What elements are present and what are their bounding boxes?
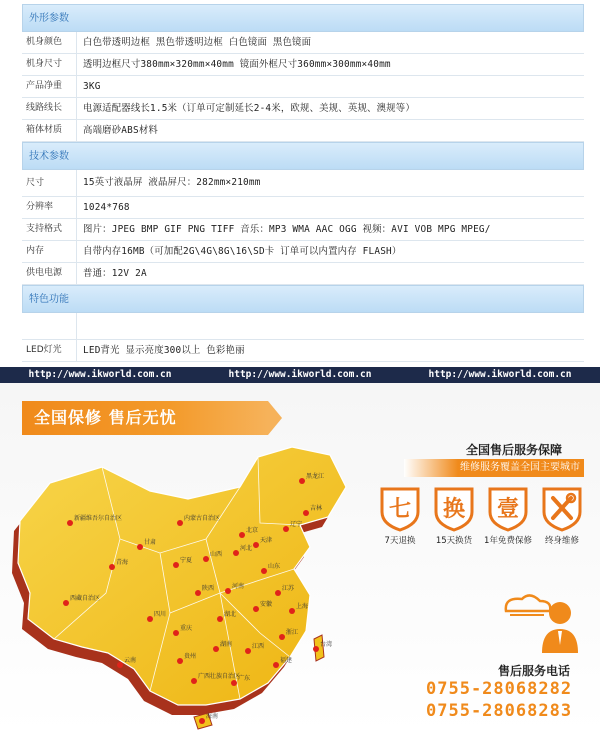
- province-label: 云南: [124, 657, 137, 664]
- province-label: 山西: [210, 551, 223, 558]
- province-label: 吉林: [310, 505, 323, 512]
- guarantee-subtitle: 维修服务覆盖全国主要城市: [404, 459, 584, 477]
- province-label: 广东: [238, 675, 251, 682]
- city-dot: [299, 478, 305, 484]
- province-label: 陕西: [202, 585, 215, 592]
- tools-icon: [541, 486, 583, 532]
- spec-key: 产品净重: [22, 76, 77, 97]
- url-text: http://www.ikworld.com.cn: [228, 369, 372, 380]
- spec-row: [22, 54, 584, 76]
- province-label: 河南: [232, 583, 245, 590]
- province-label: 广西壮族自治区: [198, 673, 241, 680]
- spec-key: 分辨率: [22, 197, 77, 218]
- phone-number: 0755-28068283: [426, 701, 573, 721]
- spec-row: [22, 76, 584, 98]
- guarantee-title: 全国售后服务保障: [466, 443, 563, 457]
- phone-title: 售后服务电话: [498, 664, 571, 678]
- service-section: [0, 383, 600, 734]
- province-label: 宁夏: [180, 557, 193, 564]
- section-header-appearance: 外形参数: [22, 4, 584, 32]
- spec-value: 3KG: [83, 81, 101, 92]
- province-label: 福建: [280, 657, 293, 664]
- city-dot: [191, 678, 197, 684]
- map-mainland: [18, 447, 346, 705]
- badge-15day-exchange: [430, 486, 478, 546]
- spec-key: 尺寸: [22, 170, 77, 196]
- city-dot: [253, 542, 259, 548]
- customer-service-agent-icon: [500, 593, 584, 655]
- province-label: 甘肃: [144, 539, 157, 546]
- province-label: 重庆: [180, 625, 193, 632]
- url-band: [0, 367, 600, 383]
- spec-key: 机身颜色: [22, 32, 77, 53]
- spec-value: 电源适配器线长1.5米（订单可定制延长2-4米，欧规、美规、英规、澳规等）: [83, 103, 415, 114]
- province-label: 湖南: [220, 641, 233, 648]
- spec-value: 15英寸液晶屏 液晶屏尺：282mm×210mm: [83, 177, 261, 188]
- spec-row: [22, 170, 584, 197]
- badge-lifetime-repair: [538, 486, 586, 546]
- badge-caption: 15天换货: [435, 536, 473, 546]
- province-label: 贵州: [184, 653, 197, 660]
- spec-value: 高端磨砂ABS材料: [83, 125, 158, 136]
- city-dot: [117, 662, 123, 668]
- spec-value: 自带内存16MB（可加配2G\4G\8G\16\SD卡 订单可以内置内存 FLASH）: [83, 246, 402, 257]
- province-label: 河北: [240, 545, 253, 552]
- feature-rows: [22, 313, 584, 362]
- province-label: 海南: [206, 713, 219, 720]
- spec-table: [22, 4, 584, 362]
- spec-value: 透明边框尺寸380mm×320mm×40mm 镜面外框尺寸360mm×300mm×40mm: [83, 59, 391, 70]
- china-map: [10, 443, 370, 733]
- city-dot: [289, 608, 295, 614]
- badge-char: 换: [442, 497, 465, 522]
- spec-row: [22, 263, 584, 285]
- spec-value: 普通：12V 2A: [83, 268, 147, 279]
- shield-icon: [379, 486, 421, 532]
- phone-number: 0755-28068282: [426, 679, 573, 699]
- badge-caption: 1年免费保修: [484, 536, 532, 546]
- section-header-tech: 技术参数: [22, 142, 584, 170]
- province-label: 台湾: [320, 641, 333, 648]
- city-dot: [239, 532, 245, 538]
- badge-caption: 终身维修: [544, 536, 579, 546]
- spec-key: [22, 313, 77, 339]
- province-label: 新疆维吾尔自治区: [74, 515, 123, 522]
- shield-icon: [487, 486, 529, 532]
- spec-row: [22, 241, 584, 263]
- badge-caption: 7天退换: [384, 536, 416, 546]
- city-dot: [173, 630, 179, 636]
- city-dot: [109, 564, 115, 570]
- province-label: 西藏自治区: [70, 595, 101, 602]
- spec-value: 白色带透明边框 黑色带透明边框 白色镜面 黑色镜面: [83, 37, 312, 48]
- spec-key: 线路线长: [22, 98, 77, 119]
- province-label: 青海: [116, 559, 129, 566]
- service-banner: 全国保修 售后无忧: [22, 401, 268, 435]
- city-dot: [313, 646, 319, 652]
- spec-key: 内存: [22, 241, 77, 262]
- city-dot: [275, 590, 281, 596]
- province-label: 安徽: [260, 601, 273, 608]
- spec-row: [22, 98, 584, 120]
- badge-1year-warranty: [484, 486, 532, 546]
- city-dot: [261, 568, 267, 574]
- province-label: 四川: [154, 611, 167, 618]
- province-label: 内蒙古自治区: [184, 515, 221, 522]
- city-dot: [177, 658, 183, 664]
- city-dot: [203, 556, 209, 562]
- city-dot: [303, 510, 309, 516]
- spec-row: [22, 197, 584, 219]
- badge-char: 壹: [496, 497, 519, 522]
- spec-value: 1024*768: [83, 202, 130, 213]
- spec-key: 箱体材质: [22, 120, 77, 141]
- province-label: 上海: [296, 603, 309, 610]
- province-label: 辽宁: [290, 521, 303, 528]
- spec-row: [22, 313, 584, 340]
- spec-value: 图片：JPEG BMP GIF PNG TIFF 音乐：MP3 WMA AAC OGG 视频：AVI VOB MPG MPEG/: [83, 224, 491, 235]
- spec-row: [22, 219, 584, 241]
- city-dot: [245, 648, 251, 654]
- province-label: 天津: [260, 537, 273, 544]
- spec-row: [22, 32, 584, 54]
- city-dot: [225, 588, 231, 594]
- spec-key: 供电电源: [22, 263, 77, 284]
- city-dot: [273, 662, 279, 668]
- url-text: http://www.ikworld.com.cn: [28, 369, 172, 380]
- spec-key: LED灯光: [22, 340, 77, 361]
- city-dot: [137, 544, 143, 550]
- city-dot: [67, 520, 73, 526]
- province-label: 黑龙江: [306, 473, 325, 480]
- section-header-feature: 特色功能: [22, 285, 584, 313]
- city-dot: [217, 616, 223, 622]
- city-dot: [199, 718, 205, 724]
- province-label: 浙江: [286, 629, 299, 636]
- spec-value: [77, 313, 83, 339]
- city-dot: [233, 550, 239, 556]
- city-dot: [177, 520, 183, 526]
- province-label: 江西: [252, 643, 265, 650]
- spec-key: 机身尺寸: [22, 54, 77, 75]
- spec-value: LED背光 显示亮度300以上 色彩艳丽: [83, 345, 245, 356]
- city-dot: [253, 606, 259, 612]
- badge-7day-return: [376, 486, 424, 546]
- shield-icon: [433, 486, 475, 532]
- city-dot: [173, 562, 179, 568]
- badge-char: 七: [388, 497, 411, 522]
- spec-key: 支持格式: [22, 219, 77, 240]
- province-label: 山东: [268, 563, 281, 570]
- tech-rows: [22, 170, 584, 285]
- spec-row: [22, 340, 584, 362]
- city-dot: [147, 616, 153, 622]
- city-dot: [63, 600, 69, 606]
- province-label: 江苏: [282, 585, 295, 592]
- city-dot: [283, 526, 289, 532]
- url-text: http://www.ikworld.com.cn: [428, 369, 572, 380]
- city-dot: [213, 646, 219, 652]
- appearance-rows: [22, 32, 584, 142]
- city-dot: [279, 634, 285, 640]
- service-badges: [376, 486, 586, 546]
- city-dot: [195, 590, 201, 596]
- spec-row: [22, 120, 584, 142]
- province-label: 北京: [246, 527, 259, 534]
- province-label: 湖北: [224, 611, 237, 618]
- city-dot: [231, 680, 237, 686]
